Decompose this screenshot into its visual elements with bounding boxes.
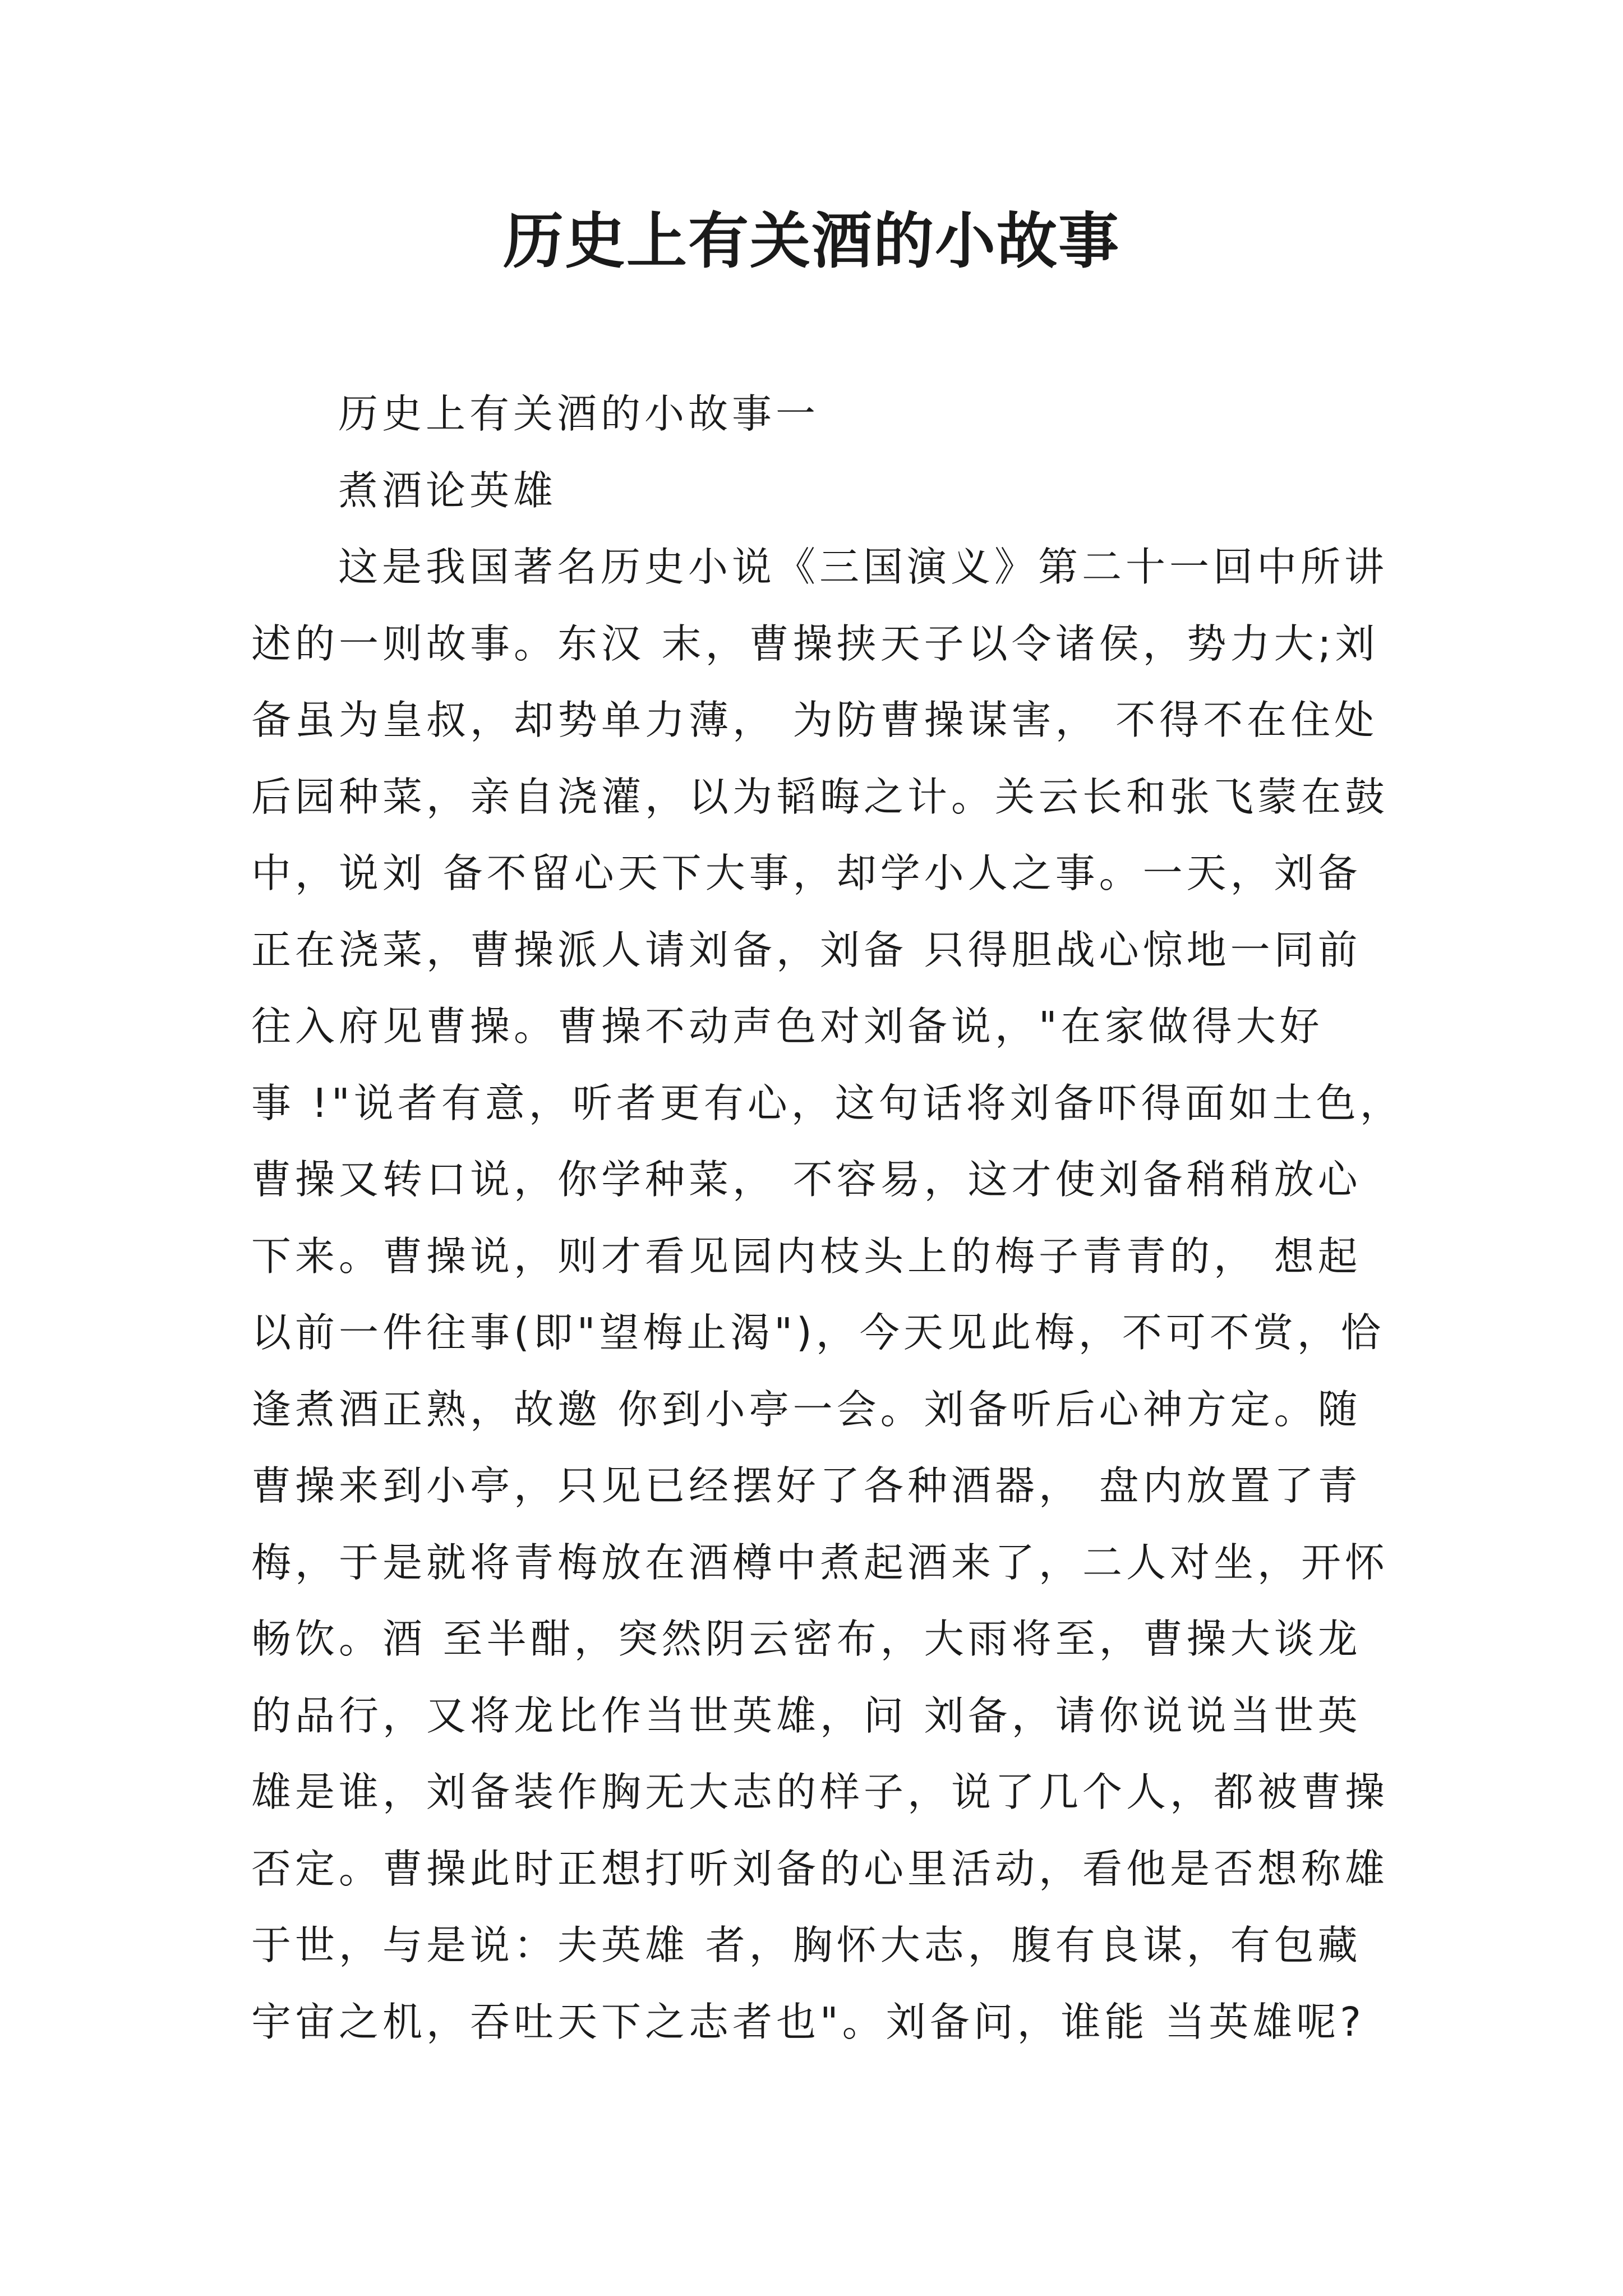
paragraph-line: 这是我国著名历史小说《三国演义》第二十一回中所讲 — [338, 544, 1389, 590]
paragraph-line: 否定。曹操此时正想打听刘备的心里活动，看他是否想称雄 — [251, 1845, 1389, 1892]
paragraph-line: 下来。曹操说，则才看见园内枝头上的梅子青青的， 想起 — [251, 1232, 1362, 1280]
paragraph-line: 正在浇菜，曹操派人请刘备，刘备 只得胆战心惊地一同前 — [251, 926, 1362, 973]
paragraph-line: 备虽为皇叔，却势单力薄， 为防曹操谋害， 不得不在住处 — [251, 697, 1378, 743]
paragraph-line: 后园种菜，亲自浇灌，以为韬晦之计。关云长和张飞蒙在鼓 — [251, 773, 1389, 820]
paragraph-line: 雄是谁，刘备装作胸无大志的样子，说了几个人，都被曹操 — [251, 1769, 1389, 1815]
paragraph-line: 宇宙之机，吞吐天下之志者也"。刘备问，谁能 当英雄呢? — [251, 1998, 1365, 2045]
document-title: 历史上有关酒的小故事 — [502, 206, 1120, 277]
paragraph-line: 畅饮。酒 至半酣，突然阴云密布，大雨将至，曹操大谈龙 — [251, 1616, 1362, 1662]
subheading: 煮酒论英雄 — [338, 467, 557, 514]
paragraph-line: 的品行，又将龙比作当世英雄，问 刘备，请你说说当世英 — [251, 1692, 1362, 1739]
paragraph-line: 往入府见曹操。曹操不动声色对刘备说，"在家做得大好 — [251, 1003, 1324, 1050]
section-heading: 历史上有关酒的小故事一 — [338, 390, 820, 437]
paragraph-line: 曹操又转口说，你学种菜， 不容易，这才使刘备稍稍放心 — [251, 1156, 1362, 1203]
paragraph-line: 述的一则故事。东汉 末，曹操挟天子以令诸侯，势力大;刘 — [251, 620, 1379, 667]
paragraph-line: 以前一件往事(即"望梅止渴")，今天见此梅，不可不赏，恰 — [251, 1309, 1385, 1356]
paragraph-line: 事 !"说者有意，听者更有心，这句话将刘备吓得面如土色， — [251, 1079, 1404, 1126]
paragraph-line: 逢煮酒正熟，故邀 你到小亭一会。刘备听后心神方定。随 — [251, 1386, 1362, 1433]
paragraph-line: 梅，于是就将青梅放在酒樽中煮起酒来了，二人对坐，开怀 — [251, 1539, 1389, 1586]
paragraph-line: 于世，与是说：夫英雄 者，胸怀大志，腹有良谋，有包藏 — [251, 1922, 1362, 1968]
paragraph-line: 曹操来到小亭，只见已经摆好了各种酒器， 盘内放置了青 — [251, 1462, 1362, 1509]
paragraph-line: 中，说刘 备不留心天下大事，却学小人之事。一天，刘备 — [251, 850, 1362, 896]
document-body — [251, 376, 1404, 2060]
